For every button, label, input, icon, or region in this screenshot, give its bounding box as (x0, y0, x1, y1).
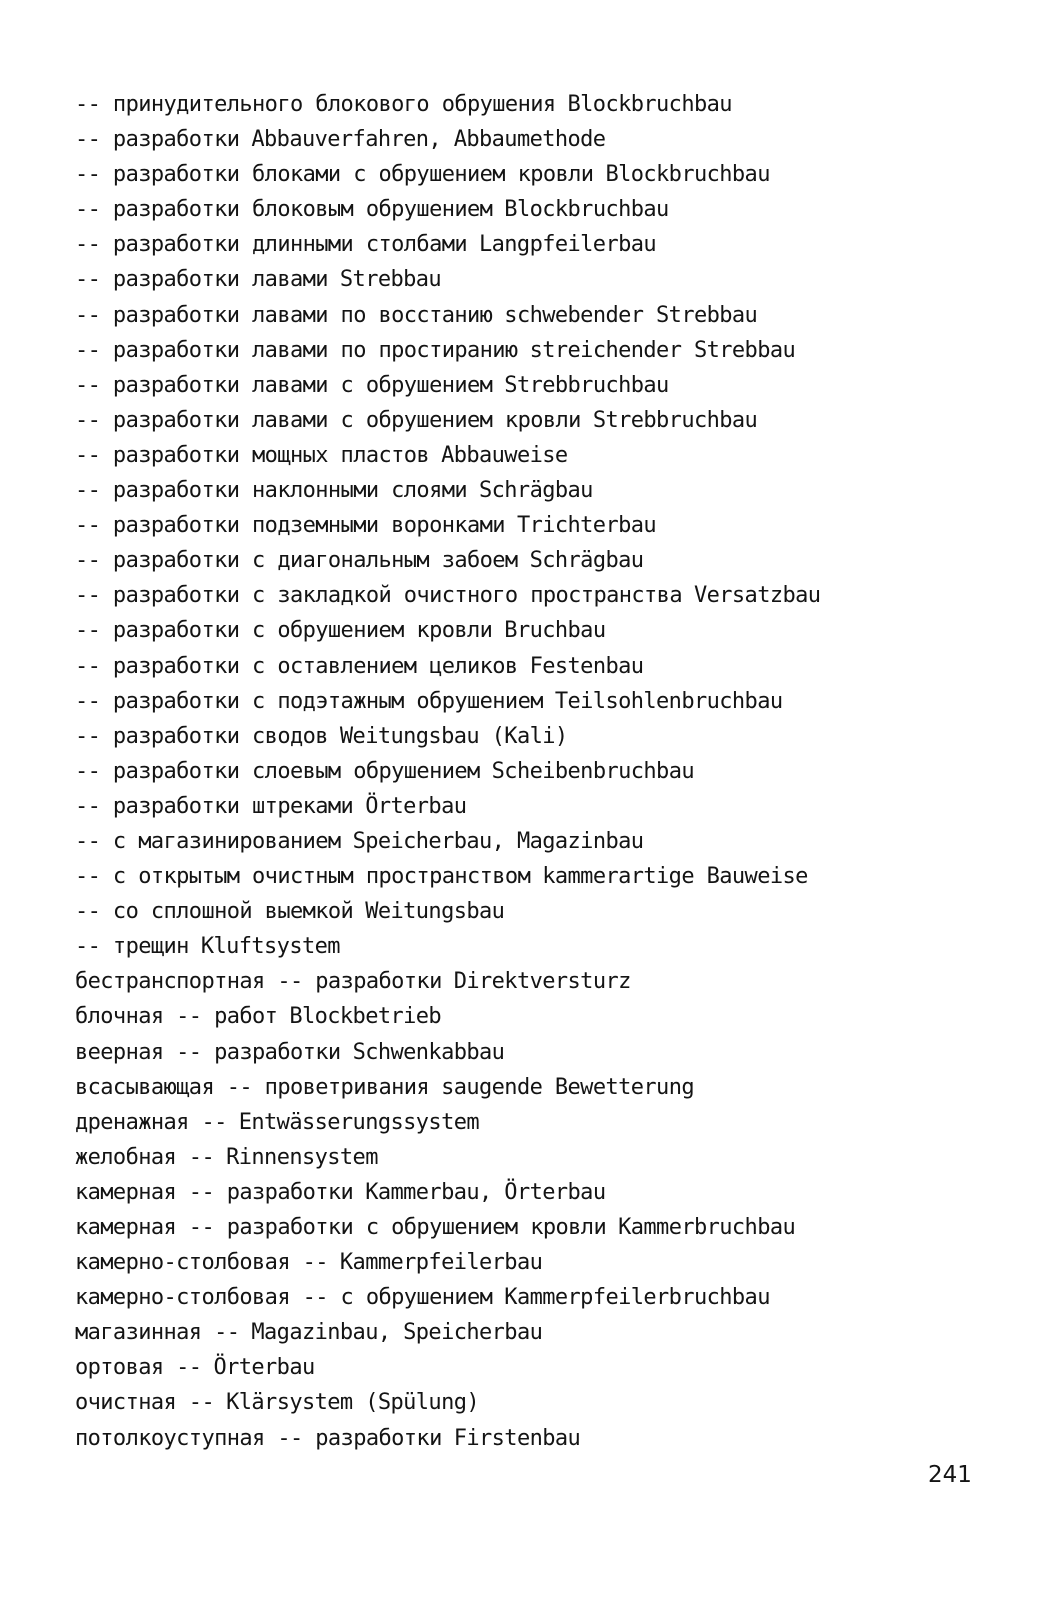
dictionary-entry (75, 508, 1035, 543)
german-term: Örterbau (213, 1355, 315, 1381)
dictionary-entry (75, 1210, 1035, 1245)
russian-term: -- разработки лавами по восстанию (75, 302, 493, 328)
dictionary-entry (75, 1280, 1035, 1315)
dictionary-entry (75, 1315, 1035, 1350)
german-term: Kammerpfeilerbau (339, 1250, 543, 1276)
dictionary-entry (75, 473, 1035, 508)
russian-term: -- разработки сводов (75, 723, 328, 749)
russian-term: ортовая -- (75, 1355, 202, 1381)
dictionary-entry (75, 1140, 1035, 1175)
entry-list (75, 87, 1035, 1456)
german-term: Strebbruchbau (504, 372, 669, 398)
russian-term: -- разработки длинными столбами (75, 232, 467, 258)
german-term: Kluftsystem (200, 934, 340, 960)
dictionary-entry (75, 192, 1035, 227)
dictionary-entry (75, 1350, 1035, 1385)
russian-term: дренажная -- (75, 1109, 227, 1135)
german-term: Magazinbau, Speicherbau (251, 1320, 543, 1346)
russian-term: -- разработки с обрушением кровли (75, 618, 493, 644)
german-term: Rinnensystem (226, 1144, 378, 1170)
german-term: Strebbau (339, 267, 442, 293)
dictionary-entry (75, 122, 1035, 157)
russian-term: камерная -- разработки с обрушением кровли (75, 1215, 607, 1240)
german-term: Scheibenbruchbau (491, 758, 694, 784)
russian-term: -- принудительного блокового обрушения (75, 92, 556, 117)
russian-term: -- разработки мощных пластов (75, 442, 430, 468)
german-term: Entwässerungssystem (238, 1109, 480, 1135)
russian-term: -- разработки с подэтажным обрушением (75, 688, 543, 714)
russian-term: желобная -- (75, 1144, 215, 1170)
german-term: Trichterbau (516, 513, 657, 539)
german-term: Schrägbau (529, 548, 644, 574)
dictionary-entry (75, 824, 1035, 859)
russian-term: -- трещин (75, 934, 189, 960)
russian-term: -- с открытым очистным пространством (75, 864, 531, 890)
german-term: streichender Strebbau (529, 337, 796, 363)
russian-term: -- разработки слоевым обрушением (75, 758, 480, 784)
german-term: saugende Bewetterung (441, 1074, 694, 1100)
russian-term: потолкоуступная -- разработки (75, 1425, 442, 1451)
russian-term: -- разработки штреками (75, 793, 354, 819)
russian-term: блочная -- работ (75, 1004, 278, 1030)
german-term: Versatzbau (693, 583, 821, 609)
dictionary-entry (75, 1385, 1035, 1420)
dictionary-entry (75, 859, 1035, 894)
dictionary-entry (75, 87, 1035, 122)
dictionary-entry (75, 894, 1035, 929)
german-term: Direktversturz (453, 969, 631, 995)
dictionary-entry (75, 333, 1035, 368)
dictionary-entry (75, 789, 1035, 824)
russian-term: камерно-столбовая -- с обрушением (75, 1285, 493, 1311)
russian-term: -- разработки (75, 127, 240, 153)
russian-term: -- со сплошной выемкой (75, 899, 354, 925)
dictionary-entry (75, 1105, 1035, 1140)
german-term: Teilsohlenbruchbau (554, 688, 783, 714)
russian-term: очистная -- (75, 1390, 215, 1416)
dictionary-entry (75, 1175, 1035, 1210)
dictionary-entry (75, 613, 1035, 648)
german-term: Abbauweise (441, 442, 568, 468)
german-term: Weitungsbau (365, 899, 505, 925)
russian-term: -- разработки с оставлением целиков (75, 653, 518, 679)
dictionary-entry (75, 1421, 1035, 1456)
dictionary-entry (75, 999, 1035, 1034)
russian-term: -- разработки с закладкой очистного пространства (75, 583, 682, 609)
dictionary-entry (75, 1070, 1035, 1105)
russian-term: веерная -- разработки (75, 1039, 341, 1065)
russian-term: -- разработки блоками с обрушением кровли (75, 162, 594, 188)
german-term: Örterbau (365, 793, 467, 819)
dictionary-entry (75, 929, 1035, 964)
russian-term: камерная -- разработки (75, 1179, 354, 1205)
russian-term: -- разработки лавами с обрушением (75, 372, 493, 398)
dictionary-entry (75, 368, 1035, 403)
german-term: Abbauverfahren, Abbaumethode (251, 127, 606, 153)
dictionary-entry (75, 754, 1035, 789)
russian-term: камерно-столбовая -- (75, 1250, 328, 1276)
german-term: Schwenkabbau (352, 1039, 505, 1065)
german-term: Klärsystem (Spülung) (226, 1390, 480, 1416)
german-term: Blockbruchbau (504, 197, 669, 223)
german-term: Strebbruchbau (592, 407, 758, 433)
dictionary-entry (75, 719, 1035, 754)
page-number: 241 (928, 1462, 972, 1488)
russian-term: магазинная -- (75, 1320, 240, 1346)
german-term: Schrägbau (479, 478, 593, 504)
dictionary-entry (75, 543, 1035, 578)
russian-term: -- разработки лавами (75, 267, 328, 293)
dictionary-entry (75, 964, 1035, 999)
german-term: Langpfeilerbau (479, 232, 657, 258)
dictionary-entry (75, 298, 1035, 333)
dictionary-entry (75, 1035, 1035, 1070)
dictionary-entry (75, 403, 1035, 438)
german-term: Kammerbau, Örterbau (365, 1179, 606, 1205)
german-term: Blockbruchbau (605, 162, 770, 188)
dictionary-entry (75, 262, 1035, 297)
russian-term: -- с магазинированием (75, 828, 341, 854)
german-term: Firstenbau (453, 1425, 581, 1451)
russian-term: -- разработки лавами с обрушением кровли (75, 407, 581, 433)
russian-term: -- разработки блоковым обрушением (75, 197, 493, 223)
dictionary-entry (75, 684, 1035, 719)
dictionary-entry (75, 1245, 1035, 1280)
german-term: Kammerbruchbau (618, 1215, 796, 1240)
russian-term: -- разработки с диагональным забоем (75, 548, 518, 574)
dictionary-entry (75, 649, 1035, 684)
german-term: Festenbau (529, 653, 644, 679)
dictionary-entry (75, 578, 1035, 613)
german-term: Blockbruchbau (567, 92, 732, 117)
german-term: schwebender Strebbau (504, 302, 758, 328)
german-term: kammerartige Bauweise (542, 864, 808, 890)
dictionary-entry (75, 157, 1035, 192)
russian-term: -- разработки наклонными слоями (75, 478, 467, 504)
german-term: Speicherbau, Magazinbau (352, 828, 644, 854)
german-term: Kammerpfeilerbruchbau (504, 1285, 770, 1311)
german-term: Bruchbau (504, 618, 606, 644)
german-term: Weitungsbau (Kali) (339, 723, 568, 749)
dictionary-entry (75, 438, 1035, 473)
russian-term: -- разработки подземными воронками (75, 513, 505, 539)
russian-term: бестранспортная -- разработки (75, 969, 442, 995)
russian-term: -- разработки лавами по простиранию (75, 337, 518, 363)
russian-term: всасывающая -- проветривания (75, 1074, 430, 1100)
german-term: Blockbetrieb (289, 1004, 442, 1030)
dictionary-entry (75, 227, 1035, 262)
